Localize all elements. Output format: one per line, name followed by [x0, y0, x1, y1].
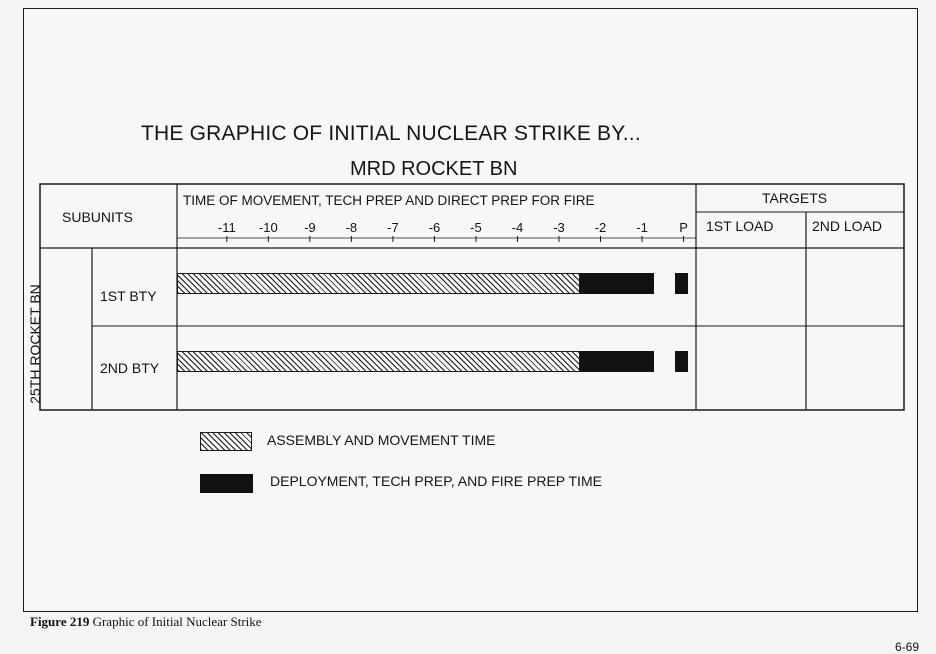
time-tick-label: P: [679, 220, 688, 235]
time-tick-label: -1: [636, 220, 648, 235]
time-tick-label: -6: [428, 220, 441, 235]
time-tick-label: -7: [387, 220, 399, 235]
subunits-header: SUBUNITS: [62, 209, 133, 225]
caption-text: Graphic of Initial Nuclear Strike: [92, 614, 262, 629]
legend-deployment-label: DEPLOYMENT, TECH PREP, AND FIRE PREP TIME: [270, 473, 602, 489]
time-tick-label: -10: [258, 220, 278, 235]
assembly-movement-bar: [177, 273, 580, 294]
deployment-prep-bar: [675, 273, 687, 294]
time-tick-label: -3: [553, 220, 565, 235]
time-tick-label: -2: [594, 220, 607, 235]
legend-assembly-label: ASSEMBLY AND MOVEMENT TIME: [267, 432, 496, 448]
deployment-prep-bar: [580, 351, 655, 372]
first-load-header: 1ST LOAD: [706, 218, 774, 234]
time-header: TIME OF MOVEMENT, TECH PREP AND DIRECT PREP FOR FIRE: [183, 193, 595, 208]
time-tick-label: -9: [304, 220, 316, 235]
legend-hatch-swatch: [200, 432, 252, 451]
figure-title: THE GRAPHIC OF INITIAL NUCLEAR STRIKE BY...: [141, 122, 641, 145]
row-label-1st-bty: 1ST BTY: [100, 288, 157, 304]
caption-figure-number: Figure 219: [30, 614, 90, 629]
figure-caption: [30, 614, 262, 630]
time-tick-label: -11: [217, 220, 236, 235]
row-label-2nd-bty: 2ND BTY: [100, 360, 160, 376]
deployment-prep-bar: [675, 351, 687, 372]
time-tick-label: -4: [511, 220, 524, 235]
time-tick-label: -8: [345, 220, 358, 235]
targets-header: TARGETS: [762, 190, 828, 206]
page-number: 6-69: [895, 640, 920, 654]
second-load-header: 2ND LOAD: [812, 218, 883, 234]
figure-subtitle: MRD ROCKET BN: [350, 158, 518, 180]
battalion-label: 25TH ROCKET BN: [27, 284, 43, 404]
time-tick-label: -5: [470, 220, 482, 235]
assembly-movement-bar: [177, 351, 580, 372]
legend-solid-swatch: [200, 474, 253, 493]
deployment-prep-bar: [580, 273, 655, 294]
